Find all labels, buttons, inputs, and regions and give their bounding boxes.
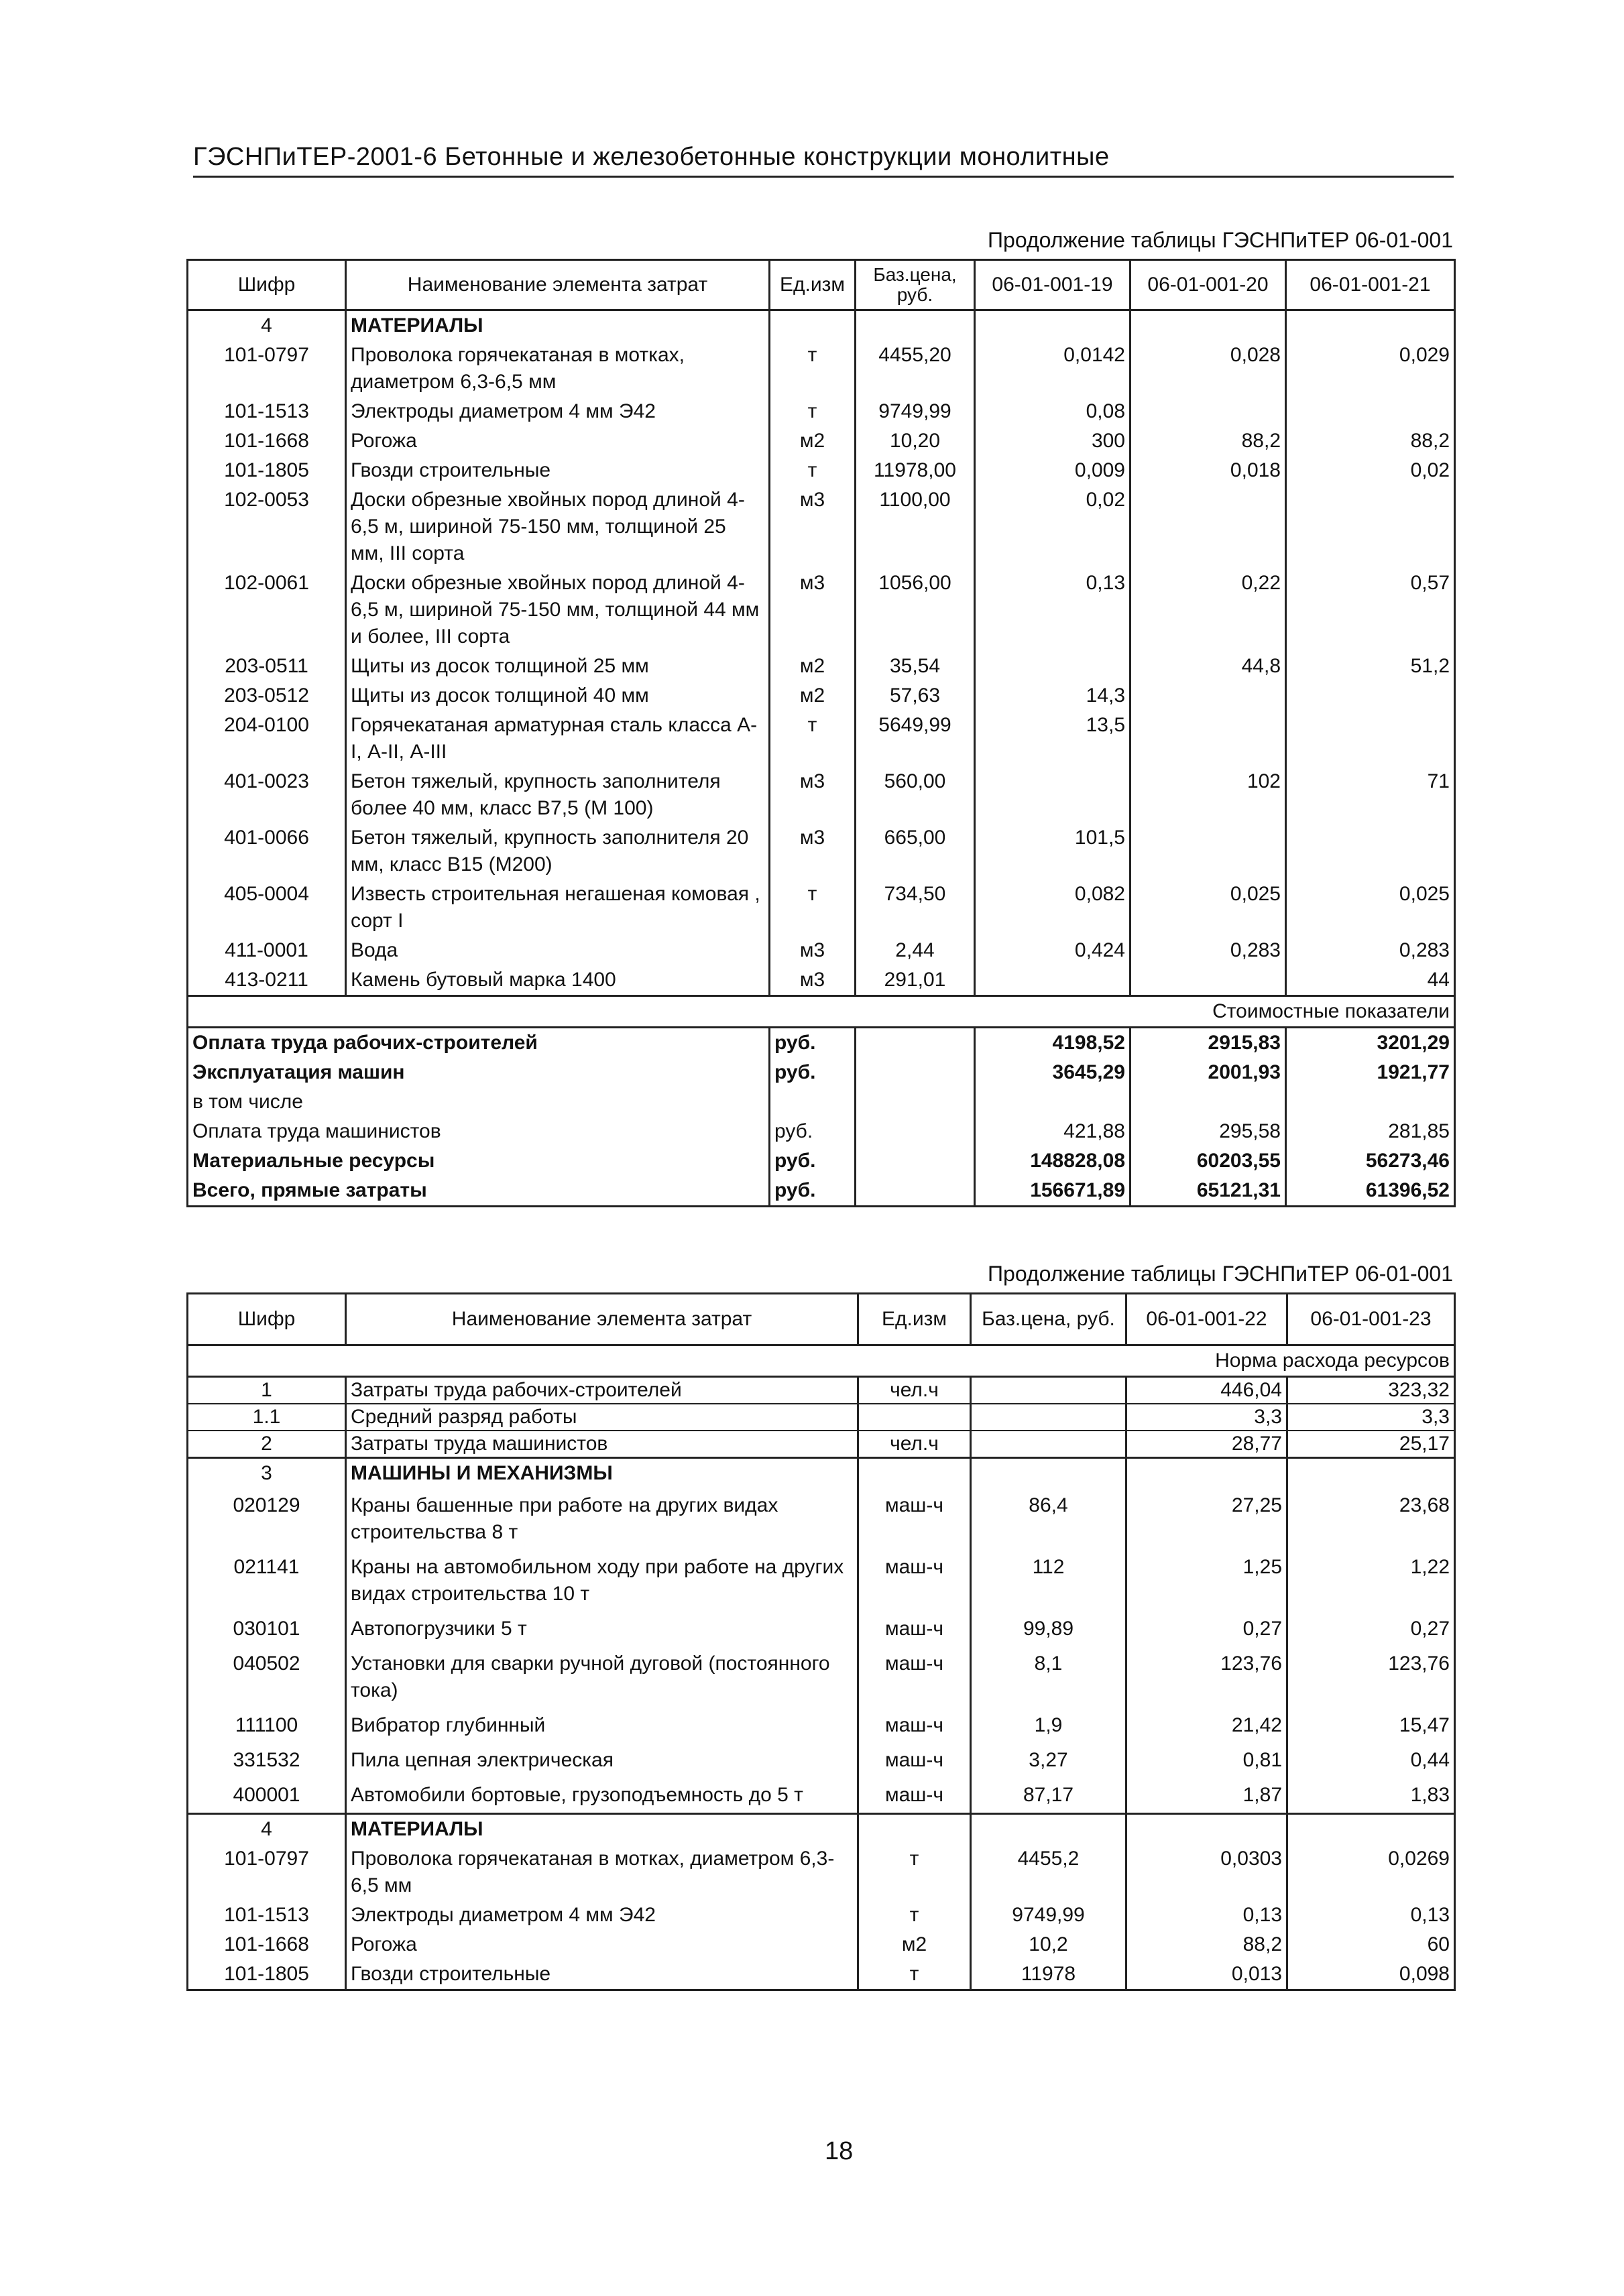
col-22-header: 06-01-001-22 — [1126, 1294, 1287, 1345]
table-row — [188, 1778, 1455, 1814]
unit-cell: м2 — [799, 655, 825, 677]
price-cell: 8,1 — [971, 1646, 1126, 1708]
resource-name: Вибратор глубинный — [346, 1708, 858, 1743]
value-cell: 295,58 — [1130, 1117, 1286, 1146]
value-cell: 0,27 — [1287, 1612, 1455, 1646]
value-cell — [1130, 1087, 1286, 1117]
unit-cell — [858, 1404, 971, 1431]
value-cell — [1286, 711, 1455, 767]
table2-continuation: Продолжение таблицы ГЭСНПиТЕР 06-01-001 — [988, 1262, 1453, 1286]
value-cell: 25,17 — [1287, 1431, 1455, 1458]
price-cell: 9749,99 — [856, 397, 975, 426]
resource-code: 020129 — [188, 1488, 346, 1550]
resource-name: Щиты из досок толщиной 40 мм — [346, 681, 770, 711]
resource-name: Камень бутовый марка 1400 — [346, 965, 770, 996]
norm-label: Норма расхода ресурсов — [188, 1345, 1455, 1377]
price-cell: 291,01 — [856, 965, 975, 996]
table-row — [188, 1959, 1455, 1990]
value-cell — [1286, 1087, 1455, 1117]
col-19-header: 06-01-001-19 — [975, 260, 1130, 310]
value-cell: 0,0142 — [975, 341, 1130, 397]
resource-name: Автомобили бортовые, грузоподъемность до 5 т — [346, 1778, 858, 1814]
price-cell — [971, 1431, 1126, 1458]
price-cell: 57,63 — [856, 681, 975, 711]
resource-code: 2 — [188, 1431, 346, 1458]
price-cell — [856, 1087, 975, 1117]
table-1 — [186, 259, 1456, 1207]
value-cell: 0,018 — [1130, 456, 1286, 485]
resource-name: Проволока горячекатаная в мотках, диаметром 6,3-6,5 мм — [346, 341, 770, 397]
table-row — [188, 1377, 1455, 1404]
price-cell: 1056,00 — [856, 568, 975, 652]
value-cell: 323,32 — [1287, 1377, 1455, 1404]
resource-name: Краны башенные при работе на других видах строительства 8 т — [346, 1488, 858, 1550]
value-cell: 60203,55 — [1130, 1146, 1286, 1176]
resource-name: Известь строительная негашеная комовая , сорт I — [346, 880, 770, 936]
value-cell: 0,0303 — [1126, 1844, 1287, 1900]
value-cell: 51,2 — [1286, 652, 1455, 681]
value-cell: 4198,52 — [975, 1028, 1130, 1059]
resource-name: Бетон тяжелый, крупность заполнителя 20 мм, класс В15 (М200) — [346, 823, 770, 880]
price-cell: 11978,00 — [856, 456, 975, 485]
summary-row — [188, 1176, 1455, 1207]
resource-name: Электроды диаметром 4 мм Э42 — [346, 1900, 858, 1930]
value-cell: 1921,77 — [1286, 1058, 1455, 1087]
price-cell — [971, 1377, 1126, 1404]
unit-cell: т — [909, 1848, 919, 1870]
unit-cell: м3 — [799, 572, 825, 594]
price-cell: 5649,99 — [856, 711, 975, 767]
value-cell — [1130, 485, 1286, 568]
value-cell: 123,76 — [1126, 1646, 1287, 1708]
value-cell: 0,57 — [1286, 568, 1455, 652]
price-cell: 9749,99 — [971, 1900, 1126, 1930]
table-2 — [186, 1292, 1456, 1991]
unit-cell: м2 — [901, 1933, 927, 1955]
resource-name: Рогожа — [346, 426, 770, 456]
unit-cell: руб. — [770, 1146, 856, 1176]
value-cell: 102 — [1130, 767, 1286, 823]
value-cell: 3,3 — [1126, 1404, 1287, 1431]
table-row — [188, 1900, 1455, 1930]
value-cell — [1130, 310, 1286, 341]
value-cell: 44,8 — [1130, 652, 1286, 681]
resource-code: 1.1 — [188, 1404, 346, 1431]
resource-code: 101-1513 — [188, 1900, 346, 1930]
col-20-header: 06-01-001-20 — [1130, 260, 1286, 310]
value-cell — [1126, 1814, 1287, 1845]
value-cell: 0,029 — [1286, 341, 1455, 397]
summary-row — [188, 1117, 1455, 1146]
resource-code: 021141 — [188, 1550, 346, 1612]
table2-header-row — [188, 1294, 1455, 1345]
unit-cell — [770, 1087, 856, 1117]
summary-name: в том числе — [188, 1087, 770, 1117]
resource-code: 331532 — [188, 1743, 346, 1778]
value-cell: 0,013 — [1126, 1959, 1287, 1990]
value-cell: 60 — [1287, 1930, 1455, 1959]
value-cell: 88,2 — [1130, 426, 1286, 456]
resource-name: Бетон тяжелый, крупность заполнителя более 40 мм, класс В7,5 (М 100) — [346, 767, 770, 823]
value-cell: 123,76 — [1287, 1646, 1455, 1708]
price-cell: 734,50 — [856, 880, 975, 936]
page-number: 18 — [825, 2137, 854, 2165]
value-cell: 88,2 — [1286, 426, 1455, 456]
price-cell — [856, 310, 975, 341]
value-cell: 0,082 — [975, 880, 1130, 936]
value-cell: 1,87 — [1126, 1778, 1287, 1814]
price-cell: 2,44 — [856, 936, 975, 965]
resource-name: Рогожа — [346, 1930, 858, 1959]
table-row — [188, 1930, 1455, 1959]
price-cell: 3,27 — [971, 1743, 1126, 1778]
col-price-header: Баз.цена, руб. — [856, 260, 975, 310]
resource-code: 101-1513 — [188, 397, 346, 426]
summary-row — [188, 1146, 1455, 1176]
value-cell: 281,85 — [1286, 1117, 1455, 1146]
value-cell: 13,5 — [975, 711, 1130, 767]
value-cell: 23,68 — [1287, 1488, 1455, 1550]
value-cell: 0,283 — [1130, 936, 1286, 965]
unit-cell: т — [807, 883, 817, 905]
value-cell — [975, 310, 1130, 341]
value-cell: 0,27 — [1126, 1612, 1287, 1646]
value-cell: 2001,93 — [1130, 1058, 1286, 1087]
value-cell: 0,025 — [1286, 880, 1455, 936]
value-cell: 0,13 — [1126, 1900, 1287, 1930]
col-price-header: Баз.цена, руб. — [971, 1294, 1126, 1345]
price-cell: 10,2 — [971, 1930, 1126, 1959]
price-cell: 10,20 — [856, 426, 975, 456]
unit-cell: т — [807, 400, 817, 422]
summary-row — [188, 1058, 1455, 1087]
section-row — [188, 1814, 1455, 1845]
unit-cell: м3 — [799, 969, 825, 991]
resource-code: 101-1668 — [188, 426, 346, 456]
table-row — [188, 426, 1455, 456]
price-cell: 4455,20 — [856, 341, 975, 397]
value-cell: 421,88 — [975, 1117, 1130, 1146]
table1-continuation: Продолжение таблицы ГЭСНПиТЕР 06-01-001 — [988, 228, 1453, 252]
unit-cell — [858, 1814, 971, 1845]
resource-name: Автопогрузчики 5 т — [346, 1612, 858, 1646]
unit-cell: т — [807, 344, 817, 366]
resource-code: 405-0004 — [188, 880, 346, 936]
resource-name: Затраты труда рабочих-строителей — [346, 1377, 858, 1404]
value-cell: 56273,46 — [1286, 1146, 1455, 1176]
resource-name: МАШИНЫ И МЕХАНИЗМЫ — [346, 1458, 858, 1489]
summary-row — [188, 1087, 1455, 1117]
value-cell: 0,009 — [975, 456, 1130, 485]
price-cell: 560,00 — [856, 767, 975, 823]
value-cell — [1130, 823, 1286, 880]
summary-name: Оплата труда машинистов — [188, 1117, 770, 1146]
resource-name: Средний разряд работы — [346, 1404, 858, 1431]
col-name-header: Наименование элемента затрат — [346, 260, 770, 310]
value-cell — [975, 652, 1130, 681]
unit-cell — [858, 1458, 971, 1489]
table-row — [188, 1612, 1455, 1646]
value-cell — [1286, 310, 1455, 341]
resource-code: 401-0023 — [188, 767, 346, 823]
value-cell — [1286, 485, 1455, 568]
value-cell: 0,81 — [1126, 1743, 1287, 1778]
value-cell: 148828,08 — [975, 1146, 1130, 1176]
value-cell: 156671,89 — [975, 1176, 1130, 1207]
section-title: МАТЕРИАЛЫ — [346, 310, 770, 341]
value-cell: 1,25 — [1126, 1550, 1287, 1612]
cost-label-row — [188, 996, 1455, 1028]
value-cell: 0,08 — [975, 397, 1130, 426]
table-row — [188, 568, 1455, 652]
summary-row — [188, 1028, 1455, 1059]
value-cell: 14,3 — [975, 681, 1130, 711]
unit-cell: т — [858, 1959, 971, 1990]
value-cell: 0,0269 — [1287, 1844, 1455, 1900]
resource-name: Проволока горячекатаная в мотках, диаметром 6,3-6,5 мм — [346, 1844, 858, 1900]
col-unit-header: Ед.изм — [770, 260, 856, 310]
value-cell — [1287, 1458, 1455, 1489]
price-cell — [856, 1176, 975, 1207]
price-cell: 1100,00 — [856, 485, 975, 568]
unit-cell: руб. — [770, 1117, 856, 1146]
resource-name: МАТЕРИАЛЫ — [346, 1814, 858, 1845]
unit-cell: руб. — [770, 1176, 856, 1207]
table-row — [188, 965, 1455, 996]
summary-name: Всего, прямые затраты — [188, 1176, 770, 1207]
resource-code: 400001 — [188, 1778, 346, 1814]
resource-name: Электроды диаметром 4 мм Э42 — [346, 397, 770, 426]
unit-cell: маш-ч — [885, 1494, 943, 1516]
table1-header-row — [188, 260, 1455, 310]
unit-cell: м3 — [799, 489, 825, 511]
resource-name: Вода — [346, 936, 770, 965]
col-21-header: 06-01-001-21 — [1286, 260, 1455, 310]
table-row — [188, 936, 1455, 965]
resource-code: 102-0061 — [188, 568, 346, 652]
unit-cell: м3 — [799, 827, 825, 849]
value-cell — [1126, 1458, 1287, 1489]
value-cell — [1130, 965, 1286, 996]
page-header: ГЭСНПиТЕР-2001-6 Бетонные и железобетонные конструкции монолитные — [193, 142, 1454, 178]
resource-name: Установки для сварки ручной дуговой (постоянного тока) — [346, 1646, 858, 1708]
value-cell: 21,42 — [1126, 1708, 1287, 1743]
unit-cell: маш-ч — [885, 1714, 943, 1736]
resource-code: 111100 — [188, 1708, 346, 1743]
table-row — [188, 1844, 1455, 1900]
resource-code: 4 — [188, 1814, 346, 1845]
resource-code: 203-0512 — [188, 681, 346, 711]
table-row — [188, 397, 1455, 426]
value-cell: 0,44 — [1287, 1743, 1455, 1778]
value-cell: 44 — [1286, 965, 1455, 996]
table-row — [188, 767, 1455, 823]
unit-cell: т — [909, 1904, 919, 1926]
value-cell — [1286, 681, 1455, 711]
price-cell — [856, 1117, 975, 1146]
unit-cell: маш-ч — [885, 1784, 943, 1806]
col-code-header: Шифр — [188, 260, 346, 310]
resource-code: 040502 — [188, 1646, 346, 1708]
col-name-header: Наименование элемента затрат — [346, 1294, 858, 1345]
value-cell: 101,5 — [975, 823, 1130, 880]
value-cell — [975, 965, 1130, 996]
table-row — [188, 652, 1455, 681]
table-row — [188, 681, 1455, 711]
value-cell: 0,098 — [1287, 1959, 1455, 1990]
resource-code: 401-0066 — [188, 823, 346, 880]
unit-cell: т — [807, 459, 817, 481]
price-cell: 99,89 — [971, 1612, 1126, 1646]
unit-cell: маш-ч — [885, 1618, 943, 1640]
value-cell: 3201,29 — [1286, 1028, 1455, 1059]
table-row — [188, 341, 1455, 397]
value-cell: 2915,83 — [1130, 1028, 1286, 1059]
value-cell: 3645,29 — [975, 1058, 1130, 1087]
section-row — [188, 1458, 1455, 1489]
unit-cell: м3 — [799, 939, 825, 961]
value-cell: 0,13 — [1287, 1900, 1455, 1930]
resource-name: Доски обрезные хвойных пород длиной 4-6,5 м, шириной 75-150 мм, толщиной 44 мм и более, III сорта — [346, 568, 770, 652]
unit-cell: м2 — [799, 684, 825, 707]
value-cell: 0,424 — [975, 936, 1130, 965]
resource-name: Гвозди строительные — [346, 1959, 858, 1990]
price-cell — [856, 1028, 975, 1059]
table-row — [188, 880, 1455, 936]
resource-code: 411-0001 — [188, 936, 346, 965]
table-row — [188, 1743, 1455, 1778]
table-row — [188, 485, 1455, 568]
value-cell: 3,3 — [1287, 1404, 1455, 1431]
unit-cell: м2 — [799, 430, 825, 452]
table-row — [188, 823, 1455, 880]
price-cell: 1,9 — [971, 1708, 1126, 1743]
unit-cell: маш-ч — [885, 1749, 943, 1771]
table-row — [188, 1550, 1455, 1612]
value-cell — [975, 767, 1130, 823]
value-cell: 0,028 — [1130, 341, 1286, 397]
table-row — [188, 1404, 1455, 1431]
value-cell: 15,47 — [1287, 1708, 1455, 1743]
value-cell: 0,22 — [1130, 568, 1286, 652]
col-code-header: Шифр — [188, 1294, 346, 1345]
value-cell — [1130, 397, 1286, 426]
unit-cell: руб. — [770, 1028, 856, 1059]
price-cell — [856, 1146, 975, 1176]
price-cell — [971, 1814, 1126, 1845]
table-row — [188, 1646, 1455, 1708]
resource-name: Пила цепная электрическая — [346, 1743, 858, 1778]
price-cell: 87,17 — [971, 1778, 1126, 1814]
resource-name: Краны на автомобильном ходу при работе на других видах строительства 10 т — [346, 1550, 858, 1612]
resource-code: 101-1668 — [188, 1930, 346, 1959]
col-23-header: 06-01-001-23 — [1287, 1294, 1455, 1345]
price-cell: 11978 — [971, 1959, 1126, 1990]
value-cell: 61396,52 — [1286, 1176, 1455, 1207]
value-cell — [1287, 1814, 1455, 1845]
table-row — [188, 711, 1455, 767]
unit-cell: т — [807, 714, 817, 736]
resource-code: 101-0797 — [188, 341, 346, 397]
value-cell — [1286, 823, 1455, 880]
value-cell: 27,25 — [1126, 1488, 1287, 1550]
unit-cell — [770, 310, 856, 341]
price-cell: 4455,2 — [971, 1844, 1126, 1900]
value-cell — [975, 1087, 1130, 1117]
value-cell: 0,283 — [1286, 936, 1455, 965]
resource-code: 030101 — [188, 1612, 346, 1646]
price-cell: 665,00 — [856, 823, 975, 880]
unit-cell: м3 — [799, 770, 825, 792]
value-cell: 300 — [975, 426, 1130, 456]
resource-name: Гвозди строительные — [346, 456, 770, 485]
cost-label: Стоимостные показатели — [188, 996, 1455, 1028]
section-code: 4 — [188, 310, 346, 341]
value-cell: 0,13 — [975, 568, 1130, 652]
value-cell: 0,02 — [1286, 456, 1455, 485]
unit-cell: чел.ч — [858, 1431, 971, 1458]
table-row — [188, 1708, 1455, 1743]
col-unit-header: Ед.изм — [858, 1294, 971, 1345]
value-cell: 1,22 — [1287, 1550, 1455, 1612]
resource-code: 1 — [188, 1377, 346, 1404]
resource-name: Доски обрезные хвойных пород длиной 4-6,5 м, шириной 75-150 мм, толщиной 25 мм, III сорта — [346, 485, 770, 568]
value-cell: 28,77 — [1126, 1431, 1287, 1458]
summary-name: Материальные ресурсы — [188, 1146, 770, 1176]
unit-cell: маш-ч — [885, 1556, 943, 1578]
resource-code: 413-0211 — [188, 965, 346, 996]
unit-cell: маш-ч — [885, 1652, 943, 1675]
resource-name: Горячекатаная арматурная сталь класса А-I, А-II, А-III — [346, 711, 770, 767]
summary-name: Эксплуатация машин — [188, 1058, 770, 1087]
unit-cell: руб. — [770, 1058, 856, 1087]
price-cell: 86,4 — [971, 1488, 1126, 1550]
value-cell: 1,83 — [1287, 1778, 1455, 1814]
price-cell: 112 — [971, 1550, 1126, 1612]
resource-code: 101-0797 — [188, 1844, 346, 1900]
value-cell — [1130, 711, 1286, 767]
table-row — [188, 1488, 1455, 1550]
value-cell: 0,02 — [975, 485, 1130, 568]
resource-code: 101-1805 — [188, 1959, 346, 1990]
price-cell — [971, 1404, 1126, 1431]
value-cell — [1130, 681, 1286, 711]
resource-code: 204-0100 — [188, 711, 346, 767]
value-cell: 88,2 — [1126, 1930, 1287, 1959]
table-row — [188, 456, 1455, 485]
norm-label-row — [188, 1345, 1455, 1377]
value-cell: 0,025 — [1130, 880, 1286, 936]
price-cell: 35,54 — [856, 652, 975, 681]
value-cell — [1286, 397, 1455, 426]
section-row — [188, 310, 1455, 341]
value-cell: 71 — [1286, 767, 1455, 823]
value-cell: 446,04 — [1126, 1377, 1287, 1404]
resource-code: 3 — [188, 1458, 346, 1489]
resource-code: 203-0511 — [188, 652, 346, 681]
price-cell — [971, 1458, 1126, 1489]
table-row — [188, 1431, 1455, 1458]
resource-name: Щиты из досок толщиной 25 мм — [346, 652, 770, 681]
unit-cell: чел.ч — [858, 1377, 971, 1404]
resource-name: Затраты труда машинистов — [346, 1431, 858, 1458]
price-cell — [856, 1058, 975, 1087]
resource-code: 102-0053 — [188, 485, 346, 568]
summary-name: Оплата труда рабочих-строителей — [188, 1028, 770, 1059]
value-cell: 65121,31 — [1130, 1176, 1286, 1207]
resource-code: 101-1805 — [188, 456, 346, 485]
